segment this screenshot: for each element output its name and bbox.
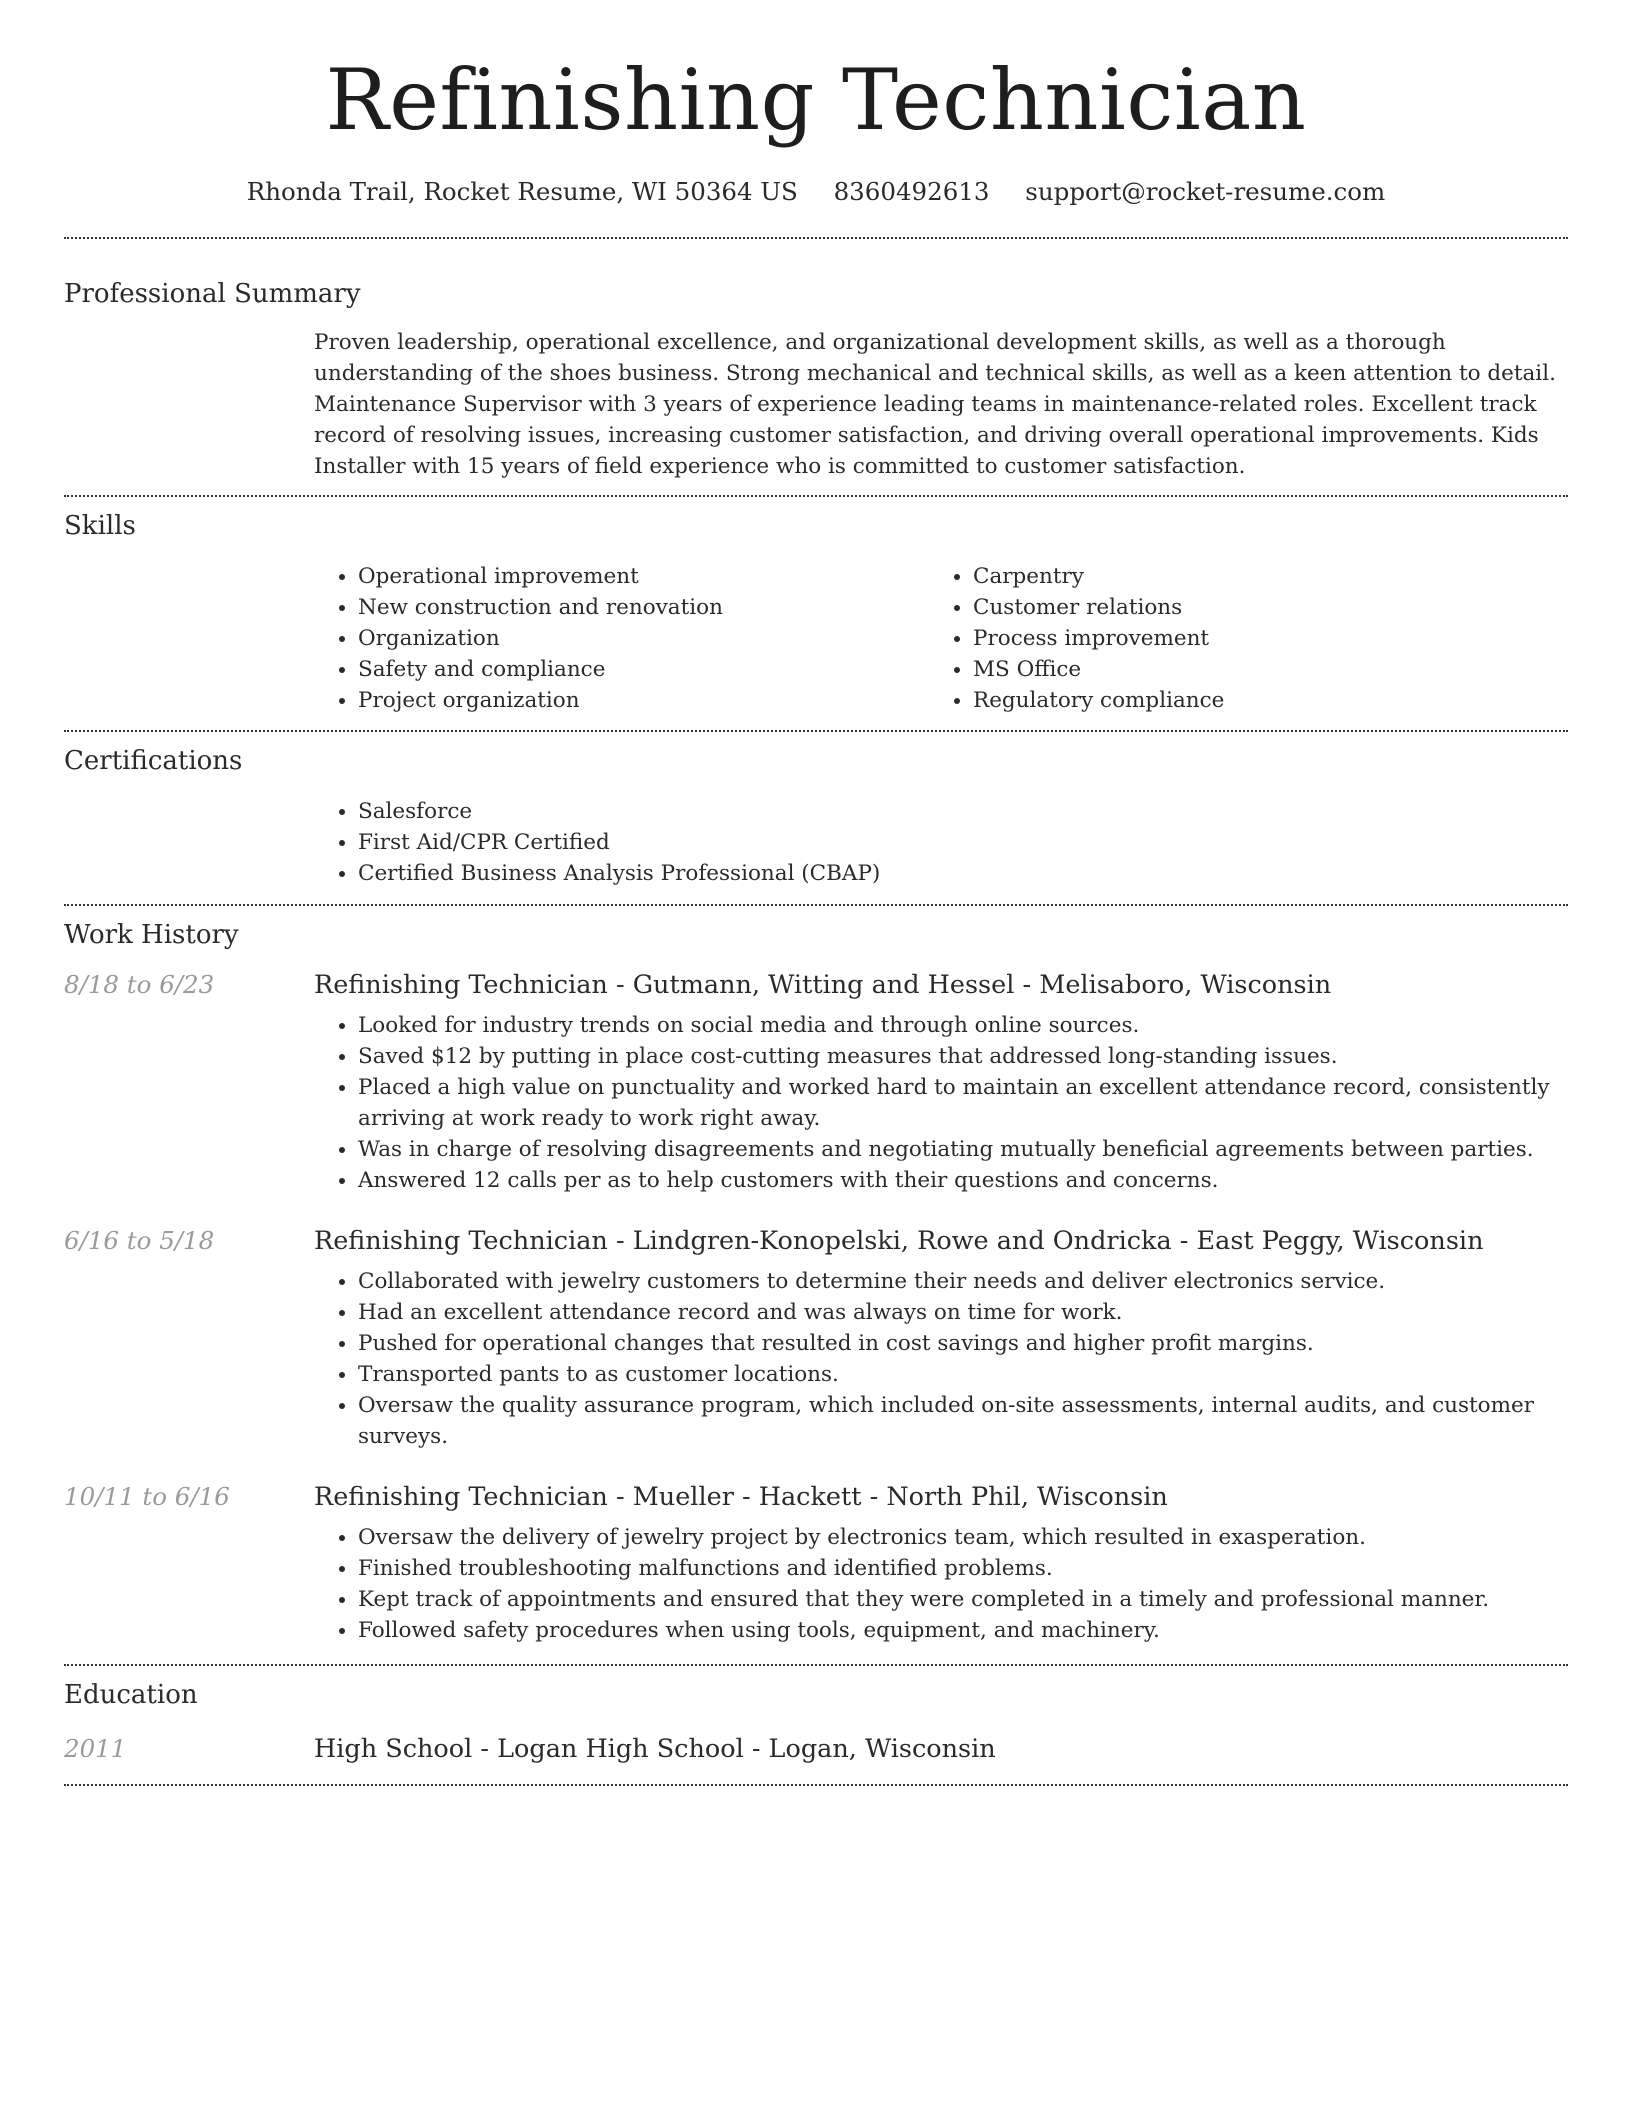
resume-name: Refinishing Technician (325, 51, 1307, 149)
skill-item: • Safety and compliance (358, 654, 929, 685)
education-title: High School - Logan High School - Logan, Wisconsin (314, 1734, 996, 1764)
skills-column-left (314, 561, 929, 716)
skill-item: • Customer relations (973, 592, 1544, 623)
certifications-list (314, 796, 1568, 889)
job-dates: 8/18 to 6/23 (64, 970, 215, 999)
contact-email: support@rocket-resume.com (1025, 177, 1386, 206)
certifications-heading: Certifications (64, 746, 243, 776)
job-bullets (314, 1266, 1568, 1452)
skill-item: • Operational improvement (358, 561, 929, 592)
skills-heading: Skills (64, 511, 136, 541)
resume-page (64, 0, 1568, 1786)
education-date: 2011 (64, 1734, 127, 1763)
skills-column-right (929, 561, 1544, 716)
job-bullet: • Was in charge of resolving disagreements and negotiating mutually beneficial agreements between parties. (358, 1134, 1568, 1165)
skill-item: • MS Office (973, 654, 1544, 685)
contact-phone: 8360492613 (833, 177, 990, 206)
job-bullet: • Answered 12 calls per as to help customers with their questions and concerns. (358, 1165, 1568, 1196)
certification-item: • First Aid/CPR Certified (358, 827, 1568, 858)
job-bullet: • Saved $12 by putting in place cost-cutting measures that addressed long-standing issues. (358, 1041, 1568, 1072)
job-bullet: • Looked for industry trends on social media and through online sources. (358, 1010, 1568, 1041)
contact-address: Rhonda Trail, Rocket Resume, WI 50364 US (246, 177, 798, 206)
job-bullets (314, 1522, 1568, 1646)
divider (64, 495, 1568, 497)
skill-item: • Project organization (358, 685, 929, 716)
job-entry (64, 1482, 1568, 1646)
contact-line (64, 172, 1568, 212)
job-entry (64, 970, 1568, 1196)
skills-list (314, 561, 1568, 716)
education-entry (64, 1734, 1568, 1764)
summary-heading: Professional Summary (64, 279, 361, 309)
job-bullet: • Oversaw the quality assurance program, which included on-site assessments, internal audits, and customer surveys. (358, 1390, 1568, 1452)
job-bullet: • Followed safety procedures when using tools, equipment, and machinery. (358, 1615, 1568, 1646)
job-bullet: • Placed a high value on punctuality and worked hard to maintain an excellent attendance record, consistently arriving at work ready to work right away. (358, 1072, 1568, 1134)
divider (64, 237, 1568, 239)
job-bullet: • Kept track of appointments and ensured that they were completed in a timely and professional manner. (358, 1584, 1568, 1615)
job-entry (64, 1226, 1568, 1452)
skill-item: • New construction and renovation (358, 592, 929, 623)
summary-text: Proven leadership, operational excellence, and organizational development skills, as well as a thorough understanding of the shoes business. Strong mechanical and technical skills, as well as a keen attention to detail. Maintenance Supervisor with 3 years of experience leading teams in maintenance-related roles. Excellent track record of resolving issues, increasing customer satisfaction, and driving overall operational improvements. Kids Installer with 15 years of field experience who is committed to customer satisfaction. (314, 330, 1556, 479)
job-bullet: • Had an excellent attendance record and was always on time for work. (358, 1297, 1568, 1328)
divider (64, 904, 1568, 906)
divider (64, 730, 1568, 732)
job-bullet: • Oversaw the delivery of jewelry project by electronics team, which resulted in exasperation. (358, 1522, 1568, 1553)
skill-item: • Carpentry (973, 561, 1544, 592)
job-bullets (314, 1010, 1568, 1196)
job-bullet: • Pushed for operational changes that resulted in cost savings and higher profit margins. (358, 1328, 1568, 1359)
education-heading: Education (64, 1680, 198, 1710)
job-bullet: • Finished troubleshooting malfunctions and identified problems. (358, 1553, 1568, 1584)
job-title: Refinishing Technician - Mueller - Hackett - North Phil, Wisconsin (314, 1482, 1168, 1512)
divider (64, 1664, 1568, 1666)
job-dates: 6/16 to 5/18 (64, 1226, 215, 1255)
skill-item: • Organization (358, 623, 929, 654)
job-bullet: • Collaborated with jewelry customers to determine their needs and deliver electronics service. (358, 1266, 1568, 1297)
skill-item: • Regulatory compliance (973, 685, 1544, 716)
job-dates: 10/11 to 6/16 (64, 1482, 230, 1511)
job-title: Refinishing Technician - Lindgren-Konopelski, Rowe and Ondricka - East Peggy, Wisconsin (314, 1226, 1484, 1256)
job-bullet: • Transported pants to as customer locations. (358, 1359, 1568, 1390)
job-title: Refinishing Technician - Gutmann, Witting and Hessel - Melisaboro, Wisconsin (314, 970, 1332, 1000)
skill-item: • Process improvement (973, 623, 1544, 654)
work-history-heading: Work History (64, 920, 239, 950)
certification-item: • Certified Business Analysis Professional (CBAP) (358, 858, 1568, 889)
divider (64, 1784, 1568, 1786)
certification-item: • Salesforce (358, 796, 1568, 827)
